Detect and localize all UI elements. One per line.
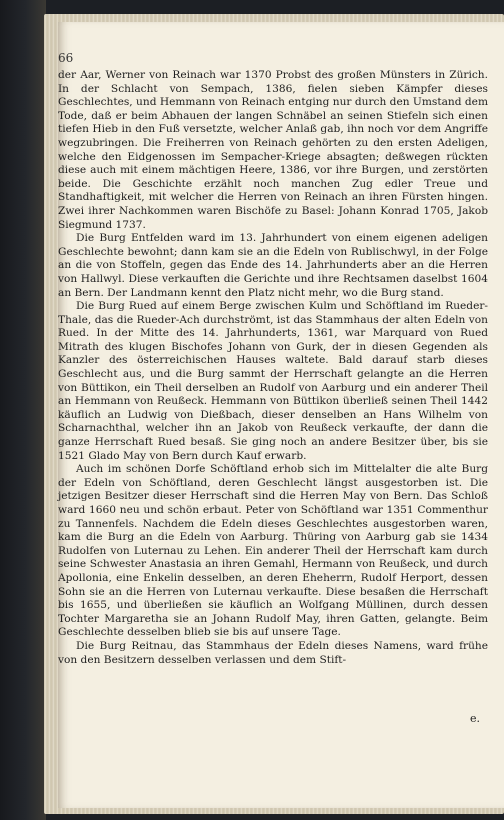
page-number: 66: [58, 51, 74, 65]
paragraph-reitnau: Die Burg Reitnau, das Stammhaus der Edeln dieses Namens, ward frühe von den Besitzern desselben verlassen und dem Stift-: [58, 639, 488, 666]
page-body: [58, 69, 488, 667]
paragraph-schoeftland: Auch im schönen Dorfe Schöftland erhob sich im Mittelalter die alte Burg der Edeln von Schöftland, deren Geschlecht längst ausgestorben ist. Die jetzigen Besitzer dieser Herrschaft sind die Herren May von Bern. Das Schloß ward 1660 neu und schön erbaut. Peter von Schöftland war 1351 Commenthur zu Tannenfels. Nachdem die Edeln dieses Geschlechtes ausgestorben waren, kam die Burg an die Edeln von Aarburg. Thüring von Aarburg gab sie 1434 Rudolfen von Luternau zu Lehen. Ein anderer Theil der Herrschaft kam durch seine Schwester Anastasia an ihren Gemahl, Hermann von Reußeck, und durch Apollonia, eine Enkelin desselben, an deren Eheherrn, Rudolf Herport, dessen Sohn sie an die Herren von Luternau verkaufte. Diese besaßen die Herrschaft bis 1655, und überließen sie käuflich an Wolfgang Müllinen, durch dessen Tochter Margaretha sie an Johann Rudolf May, ihren Gatten, gelangte. Beim Geschlechte desselben blieb sie bis auf unsere Tage.: [58, 463, 488, 639]
catchword: e.: [469, 712, 480, 725]
paragraph-entfelden: Die Burg Entfelden ward im 13. Jahrhundert von einem eigenen adeligen Geschlechte bewohnt; dann kam sie an die Edeln von Rublischwyl, in der Folge an die von Stoffeln, gegen das Ende des 14. Jahrhunderts aber an die Herren von Hallwyl. Diese verkauften die Gerichte und ihre Rechtsamen daselbst 1604 an Bern. Der Landmann kennt den Platz nicht mehr, wo die Burg stand.: [58, 232, 488, 299]
paragraph-rued: Die Burg Rued auf einem Berge zwischen Kulm und Schöftland im Rueder-Thale, das die Rueder-Ach durchströmt, ist das Stammhaus der alten Edeln von Rued. In der Mitte des 14. Jahrhunderts, 1361, war Marquard von Rued Mitrath des klugen Bischofes Johann von Gurk, der in diesen Gegenden als Kanzler des österreichischen Hauses waltete. Bald darauf starb dieses Geschlecht aus, und die Burg sammt der Herrschaft gelangte an die Herren von Büttikon, ein Theil derselben an Rudolf von Aarburg und ein anderer Theil an Hemmann von Reußeck. Hemmann von Büttikon überließ seinen Theil 1442 käuflich an Ludwig von Dießbach, dieser denselben an Hans Wilhelm von Scharnachthal, welcher ihn an Jakob von Reußeck verkaufte, der dann die ganze Herrschaft Rued besaß. Sie ging noch an andere Besitzer über, bis sie 1521 Glado May von Bern durch Kauf erwarb.: [58, 300, 488, 462]
book-binding-edge: [0, 0, 46, 820]
paragraph-reinach: der Aar, Werner von Reinach war 1370 Probst des großen Münsters in Zürich. In der Schlacht von Sempach, 1386, fielen sieben Kämpfer dieses Geschlechtes, und Hemmann von Reinach entging nur durch den Umstand dem Tode, daß er beim Abhauen der langen Schnäbel an seinen Stiefeln sich einen tiefen Hieb in den Fuß versetzte, welcher Anlaß gab, ihn noch vor dem Angriffe wegzubringen. Die Freiherren von Reinach gehörten zu den ersten Adeligen, welche den Eidgenossen im Sempacher-Kriege absagten; deßwegen rückten diese auch mit einem mächtigen Heere, 1386, vor ihre Burgen, und zerstörten beide. Die Geschichte erzählt noch manchen Zug edler Treue und Standhaftigkeit, mit welcher die Herren von Reinach an ihren Fürsten hingen. Zwei ihrer Nachkommen waren Bischöfe zu Basel: Johann Konrad 1705, Jakob Siegmund 1737.: [58, 69, 488, 231]
